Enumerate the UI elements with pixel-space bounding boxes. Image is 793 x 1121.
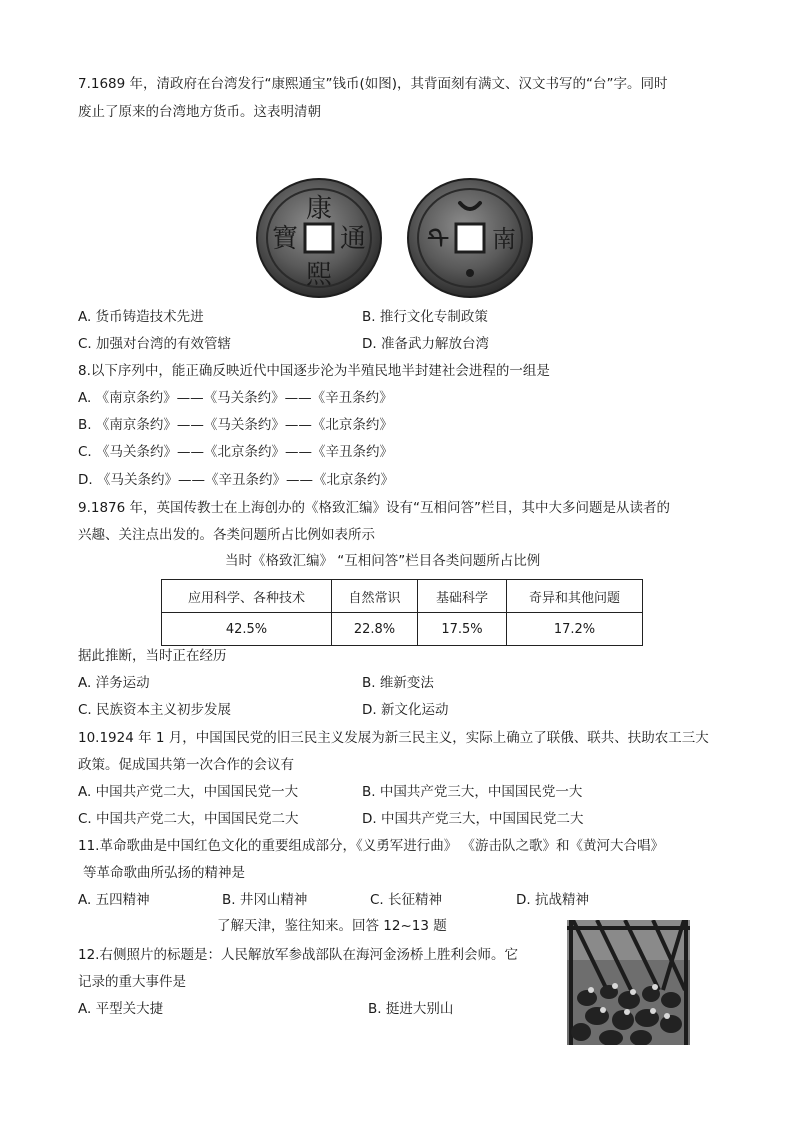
section-heading-12-13: 了解天津，鉴往知来。回答 12~13 题 bbox=[217, 918, 447, 934]
q7-option-d: D. 准备武力解放台湾 bbox=[362, 336, 489, 352]
table-header-cell: 基础科学 bbox=[418, 580, 507, 613]
q12-option-a: A. 平型关大捷 bbox=[78, 1001, 164, 1017]
q11-option-c: C. 长征精神 bbox=[370, 892, 443, 908]
table-cell: 17.5% bbox=[418, 613, 507, 646]
table-cell: 42.5% bbox=[162, 613, 332, 646]
q12-option-b: B. 挺进大别山 bbox=[368, 1001, 454, 1017]
q12-stem-line-1: 12.右侧照片的标题是：人民解放军参战部队在海河金汤桥上胜利会师。它 bbox=[78, 947, 518, 963]
q7-option-b: B. 推行文化专制政策 bbox=[362, 309, 488, 325]
q11-option-d: D. 抗战精神 bbox=[516, 892, 589, 908]
coin-front-char-left: 寶 bbox=[271, 224, 299, 254]
q9-option-b: B. 维新变法 bbox=[362, 675, 434, 691]
coin-back-char-left: ᡨ bbox=[426, 223, 450, 256]
q9-option-c: C. 民族资本主义初步发展 bbox=[78, 702, 232, 718]
coin-back-char-right: 南 bbox=[492, 225, 516, 253]
table-header-row bbox=[162, 580, 643, 613]
q8-stem: 8.以下序列中，能正确反映近代中国逐步沦为半殖民地半封建社会进程的一组是 bbox=[78, 363, 550, 379]
table-row bbox=[162, 613, 643, 646]
q8-option-b: B. 《南京条约》——《马关条约》——《北京条约》 bbox=[78, 417, 393, 433]
q12-stem-line-2: 记录的重大事件是 bbox=[78, 974, 186, 990]
q9-stem-line-2: 兴趣、关注点出发的。各类问题所占比例如表所示 bbox=[78, 527, 375, 543]
coin-front-char-right: 通 bbox=[339, 224, 367, 254]
q7-stem-line-2: 废止了原来的台湾地方货币。这表明清朝 bbox=[78, 104, 321, 120]
q7-stem-line-1: 7.1689 年，清政府在台湾发行“康熙通宝”钱币(如图)，其背面刻有满文、汉文书写的“台”字。同时 bbox=[78, 76, 668, 92]
q9-option-d: D. 新文化运动 bbox=[362, 702, 449, 718]
q11-stem-line-1: 11.革命歌曲是中国红色文化的重要组成部分，《义勇军进行曲》 《游击队之歌》和《黄河大合唱》 bbox=[78, 838, 665, 854]
table-header-cell: 奇异和其他问题 bbox=[507, 580, 643, 613]
bridge-photo-image bbox=[567, 920, 690, 1045]
q9-stem-line-1: 9.1876 年，英国传教士在上海创办的《格致汇编》设有“互相问答”栏目，其中大多问题是从读者的 bbox=[78, 500, 671, 516]
coin-front-char-bottom: 熙 bbox=[305, 260, 333, 290]
coin-front-image bbox=[255, 177, 383, 299]
q7-option-c: C. 加强对台湾的有效管辖 bbox=[78, 336, 232, 352]
q9-stats-table bbox=[161, 579, 643, 646]
q8-option-a: A. 《南京条约》——《马关条约》——《辛丑条约》 bbox=[78, 390, 393, 406]
q8-option-c: C. 《马关条约》——《北京条约》——《辛丑条约》 bbox=[78, 444, 394, 460]
q11-stem-line-2: 等革命歌曲所弘扬的精神是 bbox=[83, 865, 245, 881]
q7-option-a: A. 货币铸造技术先进 bbox=[78, 309, 204, 325]
q11-option-b: B. 井冈山精神 bbox=[222, 892, 308, 908]
q10-option-b: B. 中国共产党三大，中国国民党一大 bbox=[362, 784, 583, 800]
q9-option-a: A. 洋务运动 bbox=[78, 675, 150, 691]
q10-option-d: D. 中国共产党三大，中国国民党二大 bbox=[362, 811, 584, 827]
coin-front-char-top: 康 bbox=[305, 194, 333, 224]
coin-back-image bbox=[406, 177, 534, 299]
table-cell: 17.2% bbox=[507, 613, 643, 646]
q8-option-d: D. 《马关条约》——《辛丑条约》——《北京条约》 bbox=[78, 472, 394, 488]
q11-option-a: A. 五四精神 bbox=[78, 892, 150, 908]
table-header-cell: 应用科学、各种技术 bbox=[162, 580, 332, 613]
q9-after-text: 据此推断，当时正在经历 bbox=[78, 648, 227, 664]
q9-table-title: 当时《格致汇编》 “互相问答”栏目各类问题所占比例 bbox=[225, 553, 541, 569]
q10-stem-line-1: 10.1924 年 1 月，中国国民党的旧三民主义发展为新三民主义，实际上确立了联俄、联共、扶助农工三大 bbox=[78, 730, 709, 746]
table-header-cell: 自然常识 bbox=[332, 580, 418, 613]
table-cell: 22.8% bbox=[332, 613, 418, 646]
q10-stem-line-2: 政策。促成国共第一次合作的会议有 bbox=[78, 757, 294, 773]
q10-option-c: C. 中国共产党二大，中国国民党二大 bbox=[78, 811, 299, 827]
q10-option-a: A. 中国共产党二大，中国国民党一大 bbox=[78, 784, 299, 800]
